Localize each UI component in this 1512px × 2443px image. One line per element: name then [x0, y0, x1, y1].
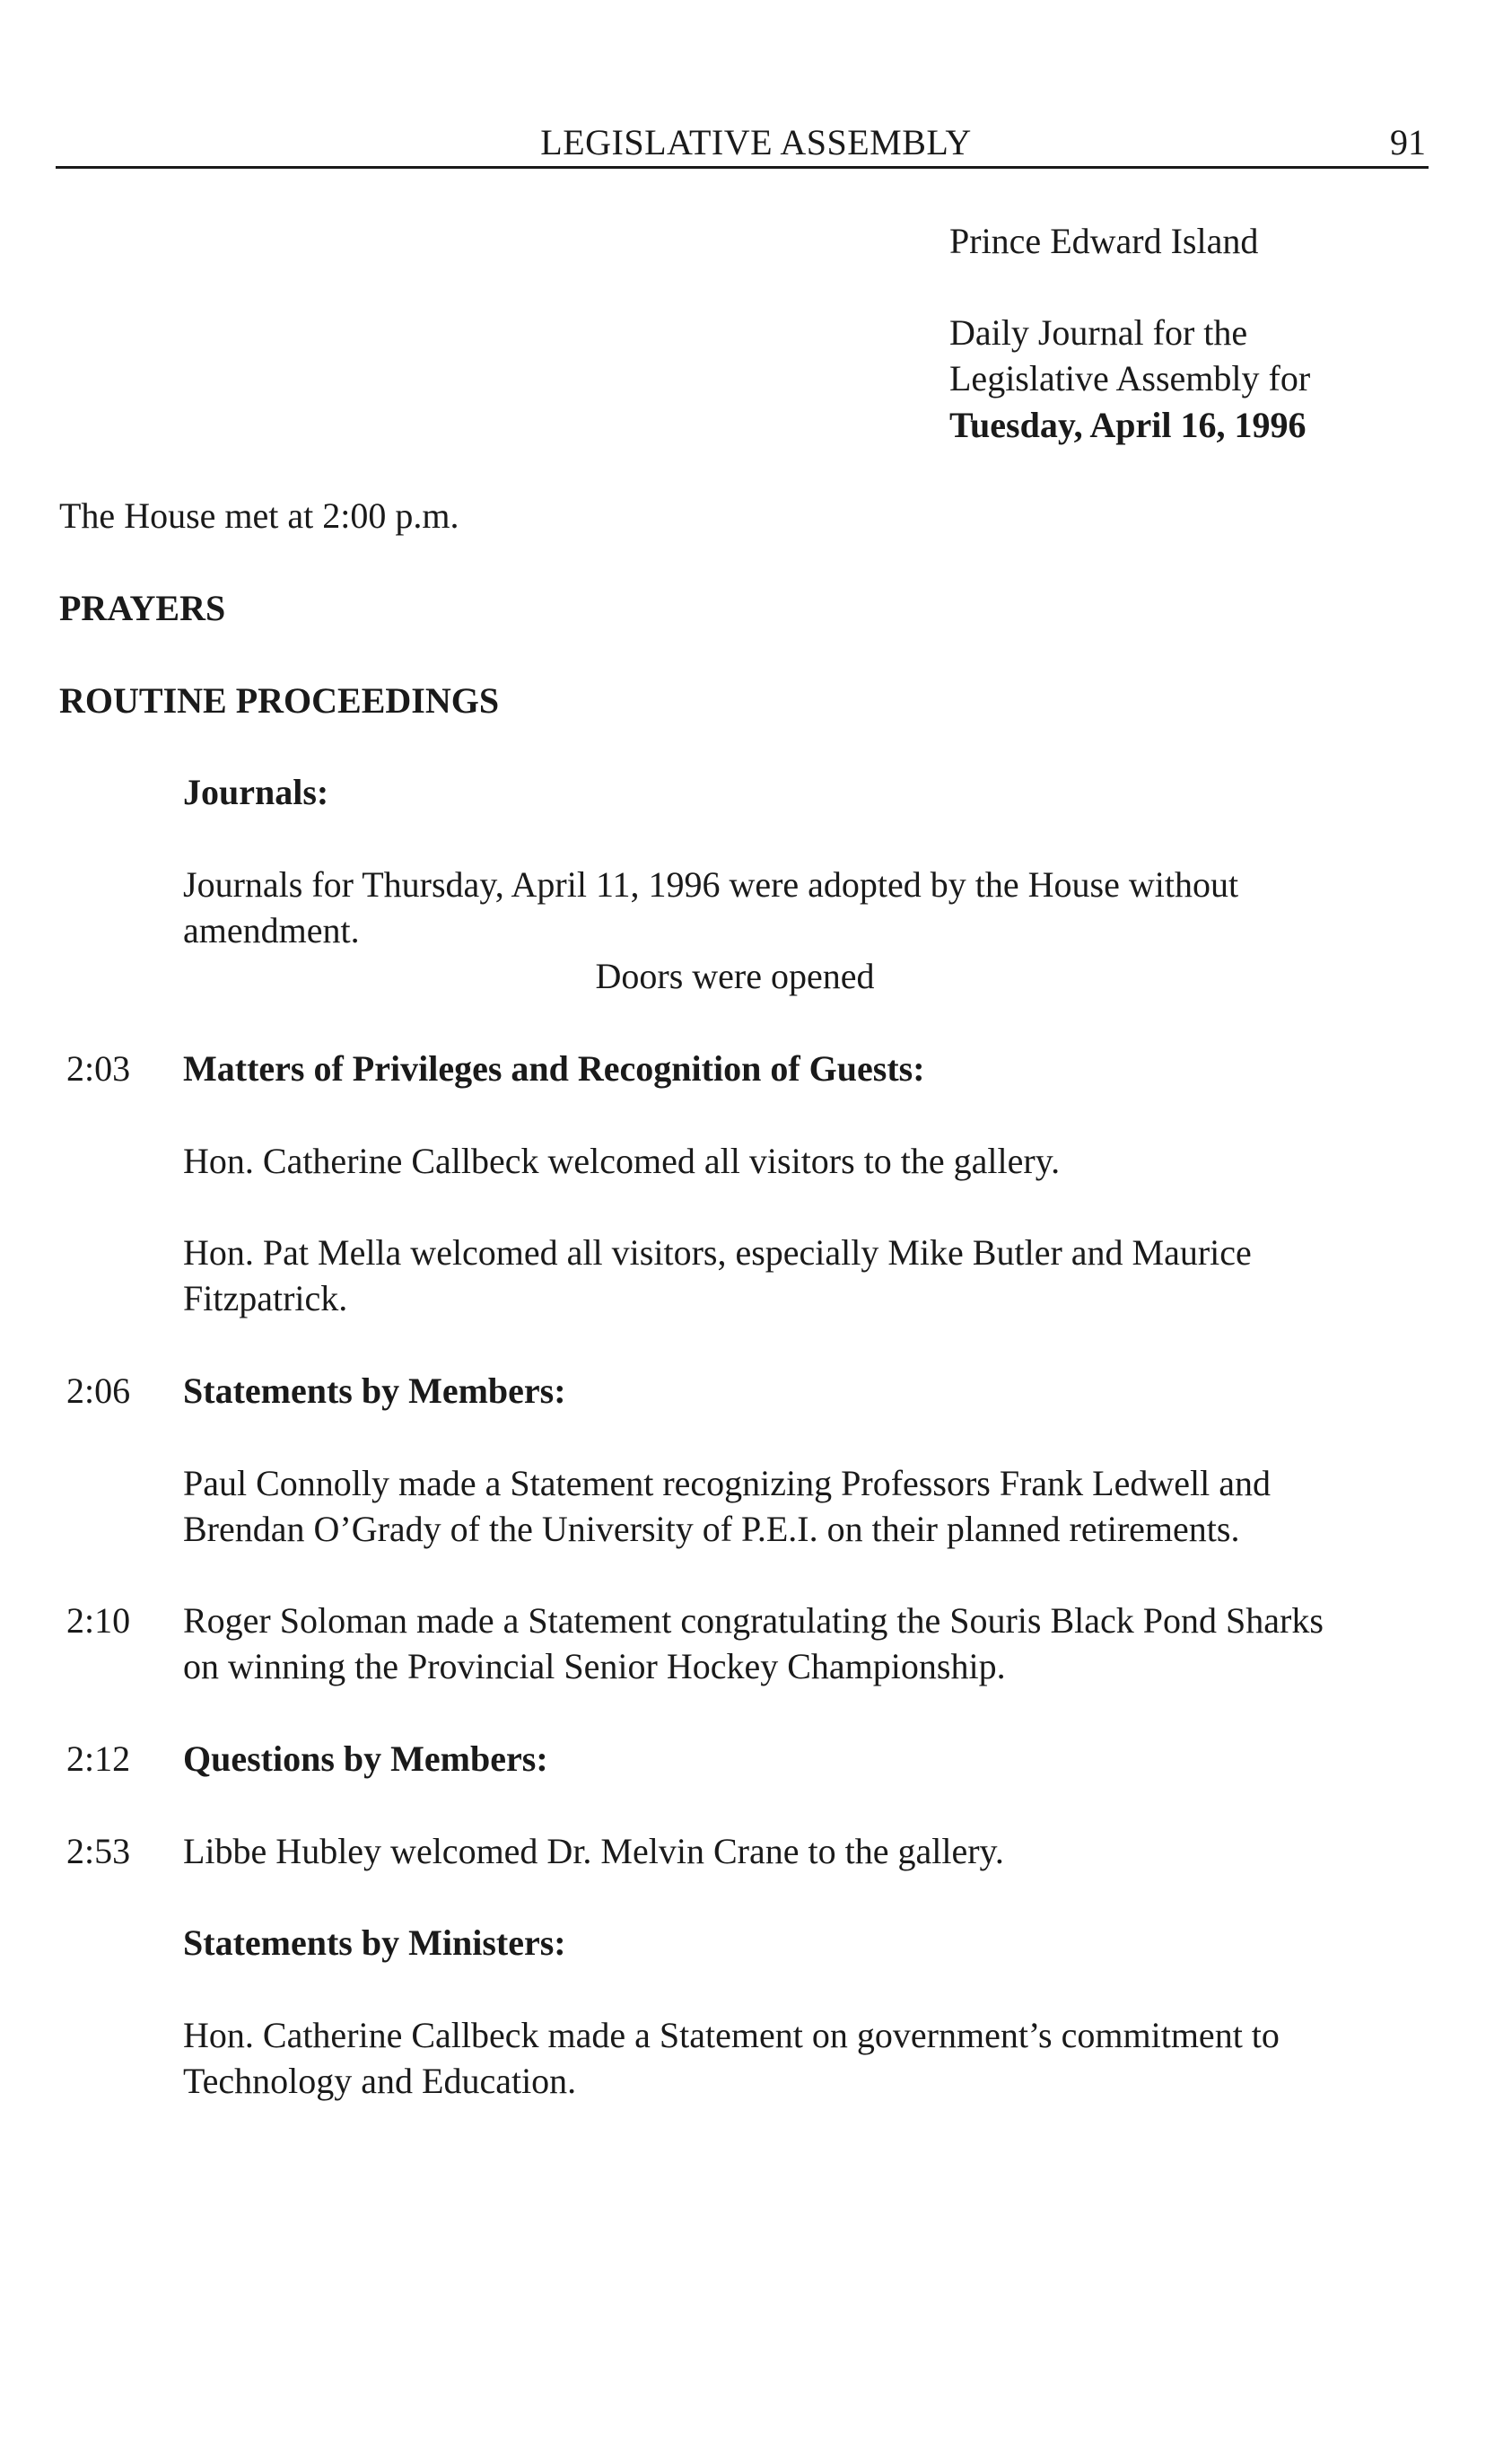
journal-title-line-1: Daily Journal for the [949, 312, 1248, 353]
journals-text-line-2: amendment. [183, 910, 360, 950]
entry-line-2: on winning the Provincial Senior Hockey Championship. [183, 1646, 1006, 1686]
entry-line-1: Paul Connolly made a Statement recognizing Professors Frank Ledwell and [183, 1463, 1271, 1503]
entry-time: 2:12 [66, 1738, 131, 1779]
statements-by-members-heading: Statements by Members: [183, 1370, 566, 1411]
entry-line-2: Technology and Education. [183, 2061, 577, 2101]
questions-by-members-heading: Questions by Members: [183, 1738, 548, 1779]
province-name: Prince Edward Island [949, 221, 1259, 261]
entry-line: Hon. Catherine Callbeck welcomed all visitors to the gallery. [183, 1141, 1061, 1181]
entry-time: 2:03 [66, 1048, 131, 1089]
header-rule [56, 166, 1429, 169]
entry-time: 2:06 [66, 1370, 131, 1411]
routine-proceedings-heading: ROUTINE PROCEEDINGS [59, 680, 500, 721]
journals-text-line-1: Journals for Thursday, April 11, 1996 were adopted by the House without [183, 864, 1239, 905]
journal-date: Tuesday, April 16, 1996 [949, 405, 1307, 445]
journals-heading: Journals: [183, 772, 329, 812]
house-met-line: The House met at 2:00 p.m. [59, 495, 459, 536]
entry-line-1: Hon. Pat Mella welcomed all visitors, especially Mike Butler and Maurice [183, 1232, 1252, 1273]
doors-opened-note: Doors were opened [595, 956, 875, 996]
entry-line-1: Roger Soloman made a Statement congratulating the Souris Black Pond Sharks [183, 1600, 1324, 1641]
entry-line-2: Brendan O’Grady of the University of P.E.I. on their planned retirements. [183, 1509, 1240, 1549]
page-number: 91 [1390, 122, 1426, 162]
entry-line-1: Hon. Catherine Callbeck made a Statement on government’s commitment to [183, 2015, 1280, 2055]
entry-line-2: Fitzpatrick. [183, 1278, 348, 1318]
statements-by-ministers-heading: Statements by Ministers: [183, 1922, 566, 1963]
prayers-heading: PRAYERS [59, 588, 226, 628]
entry-line: Libbe Hubley welcomed Dr. Melvin Crane to the gallery. [183, 1831, 1004, 1871]
running-header-title: LEGISLATIVE ASSEMBLY [540, 122, 972, 162]
entry-time: 2:10 [66, 1600, 131, 1641]
journal-title-line-2: Legislative Assembly for [949, 358, 1311, 398]
entry-time: 2:53 [66, 1831, 131, 1871]
privileges-heading: Matters of Privileges and Recognition of Guests: [183, 1048, 925, 1089]
